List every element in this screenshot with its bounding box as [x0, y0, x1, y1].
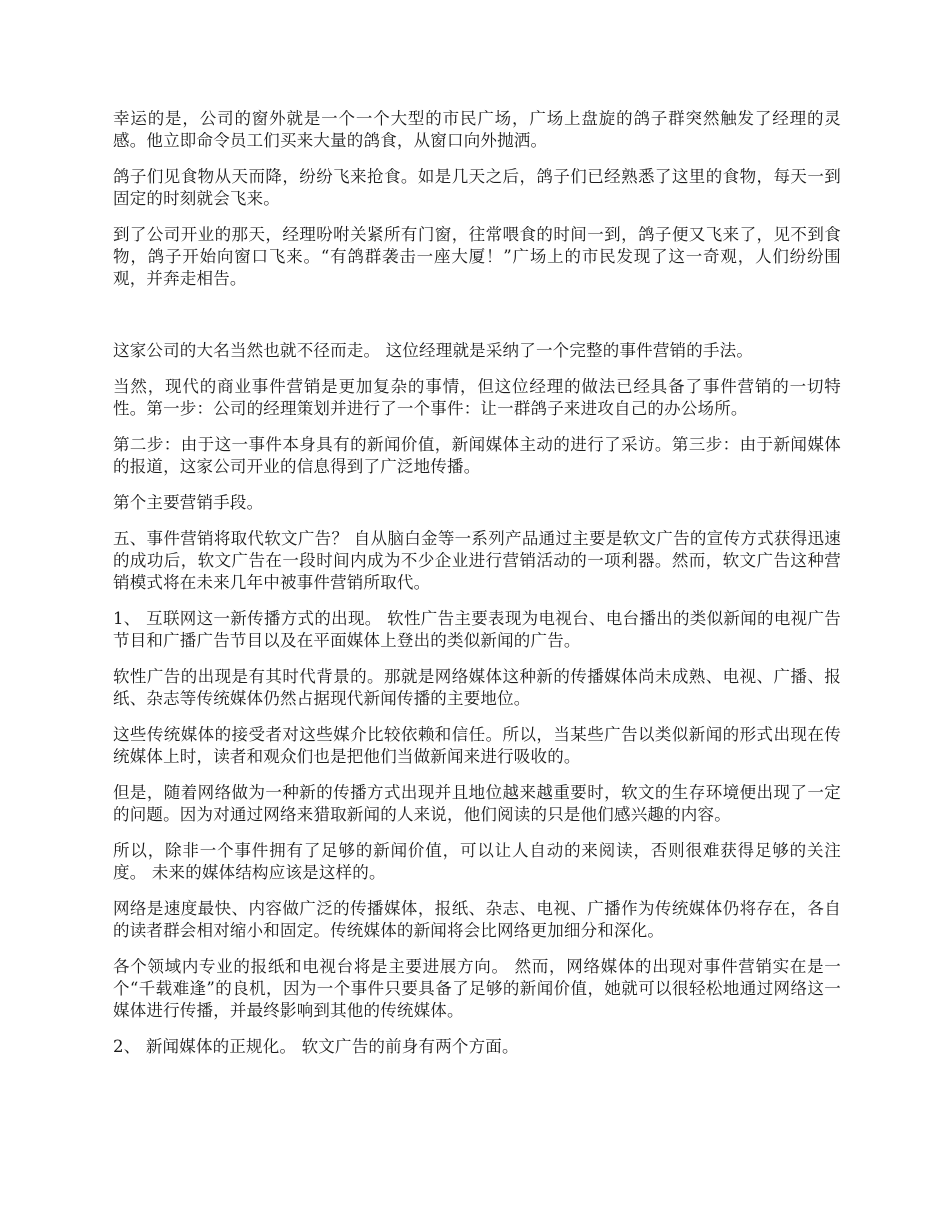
paragraph-11: 这些传统媒体的接受者对这些媒介比较依赖和信任。所以，当某些广告以类似新闻的形式出现在传统媒体上时，读者和观众们也是把他们当做新闻来进行吸收的。: [113, 725, 841, 766]
paragraph-15: 各个领域内专业的报纸和电视台将是主要进展方向。 然而，网络媒体的出现对事件营销实在是一个“千载难逢”的良机，因为一个事件只要具备了足够的新闻价值，她就可以很轻松地通过网络这一媒体进行传播，并最终影响到其他的传统媒体。: [113, 957, 841, 1020]
paragraph-4: 这家公司的大名当然也就不径而走。 这位经理就是采纳了一个完整的事件营销的手法。: [113, 341, 754, 360]
paragraph-1: 幸运的是，公司的窗外就是一个一个大型的市民广场，广场上盘旋的鸽子群突然触发了经理的灵感。他立即命令员工们买来大量的鸽食，从窗口向外抛洒。: [113, 109, 841, 150]
paragraph-7: 第个主要营销手段。: [113, 493, 264, 512]
paragraph-13: 所以，除非一个事件拥有了足够的新闻价值，可以让人自动的来阅读，否则很难获得足够的关注度。 未来的媒体结构应该是这样的。: [113, 841, 841, 882]
paragraph-3: 到了公司开业的那天，经理吩咐关紧所有门窗，往常喂食的时间一到，鸽子便又飞来了，见不到食物，鸽子开始向窗口飞来。“有鸽群袭击一座大厦！”广场上的市民发现了这一奇观，人们纷纷围观，并奔走相告。: [113, 225, 841, 288]
paragraph-2: 鸽子们见食物从天而降，纷纷飞来抢食。如是几天之后，鸽子们已经熟悉了这里的食物，每天一到固定的时刻就会飞来。: [113, 167, 841, 208]
paragraph-5: 当然，现代的商业事件营销是更加复杂的事情，但这位经理的做法已经具备了事件营销的一切特性。第一步：公司的经理策划并进行了一个事件：让一群鸽子来进攻自己的办公场所。: [113, 377, 841, 418]
paragraph-14: 网络是速度最快、内容做广泛的传播媒体，报纸、杂志、电视、广播作为传统媒体仍将存在，各自的读者群会相对缩小和固定。传统媒体的新闻将会比网络更加细分和深化。: [113, 899, 841, 940]
paragraph-9: 1、 互联网这一新传播方式的出现。 软性广告主要表现为电视台、电台播出的类似新闻的电视广告节目和广播广告节目以及在平面媒体上登出的类似新闻的广告。: [113, 609, 841, 650]
document-body: [113, 108, 841, 1072]
paragraph-12: 但是，随着网络做为一种新的传播方式出现并且地位越来越重要时，软文的生存环境便出现了一定的问题。因为对通过网络来猎取新闻的人来说，他们阅读的只是他们感兴趣的内容。: [113, 783, 841, 824]
paragraph-8: 五、事件营销将取代软文广告？ 自从脑白金等一系列产品通过主要是软文广告的宣传方式获得迅速的成功后，软文广告在一段时间内成为不少企业进行营销活动的一项利器。然而，软文广告这种营销模式将在未来几年中被事件营销所取代。: [113, 529, 841, 592]
section-gap: [113, 304, 841, 340]
paragraph-6: 第二步：由于这一事件本身具有的新闻价值，新闻媒体主动的进行了采访。第三步：由于新闻媒体的报道，这家公司开业的信息得到了广泛地传播。: [113, 435, 841, 476]
paragraph-16: 2、 新闻媒体的正规化。 软文广告的前身有两个方面。: [113, 1037, 519, 1056]
paragraph-10: 软性广告的出现是有其时代背景的。那就是网络媒体这种新的传播媒体尚未成熟、电视、广播、报纸、杂志等传统媒体仍然占据现代新闻传播的主要地位。: [113, 667, 841, 708]
